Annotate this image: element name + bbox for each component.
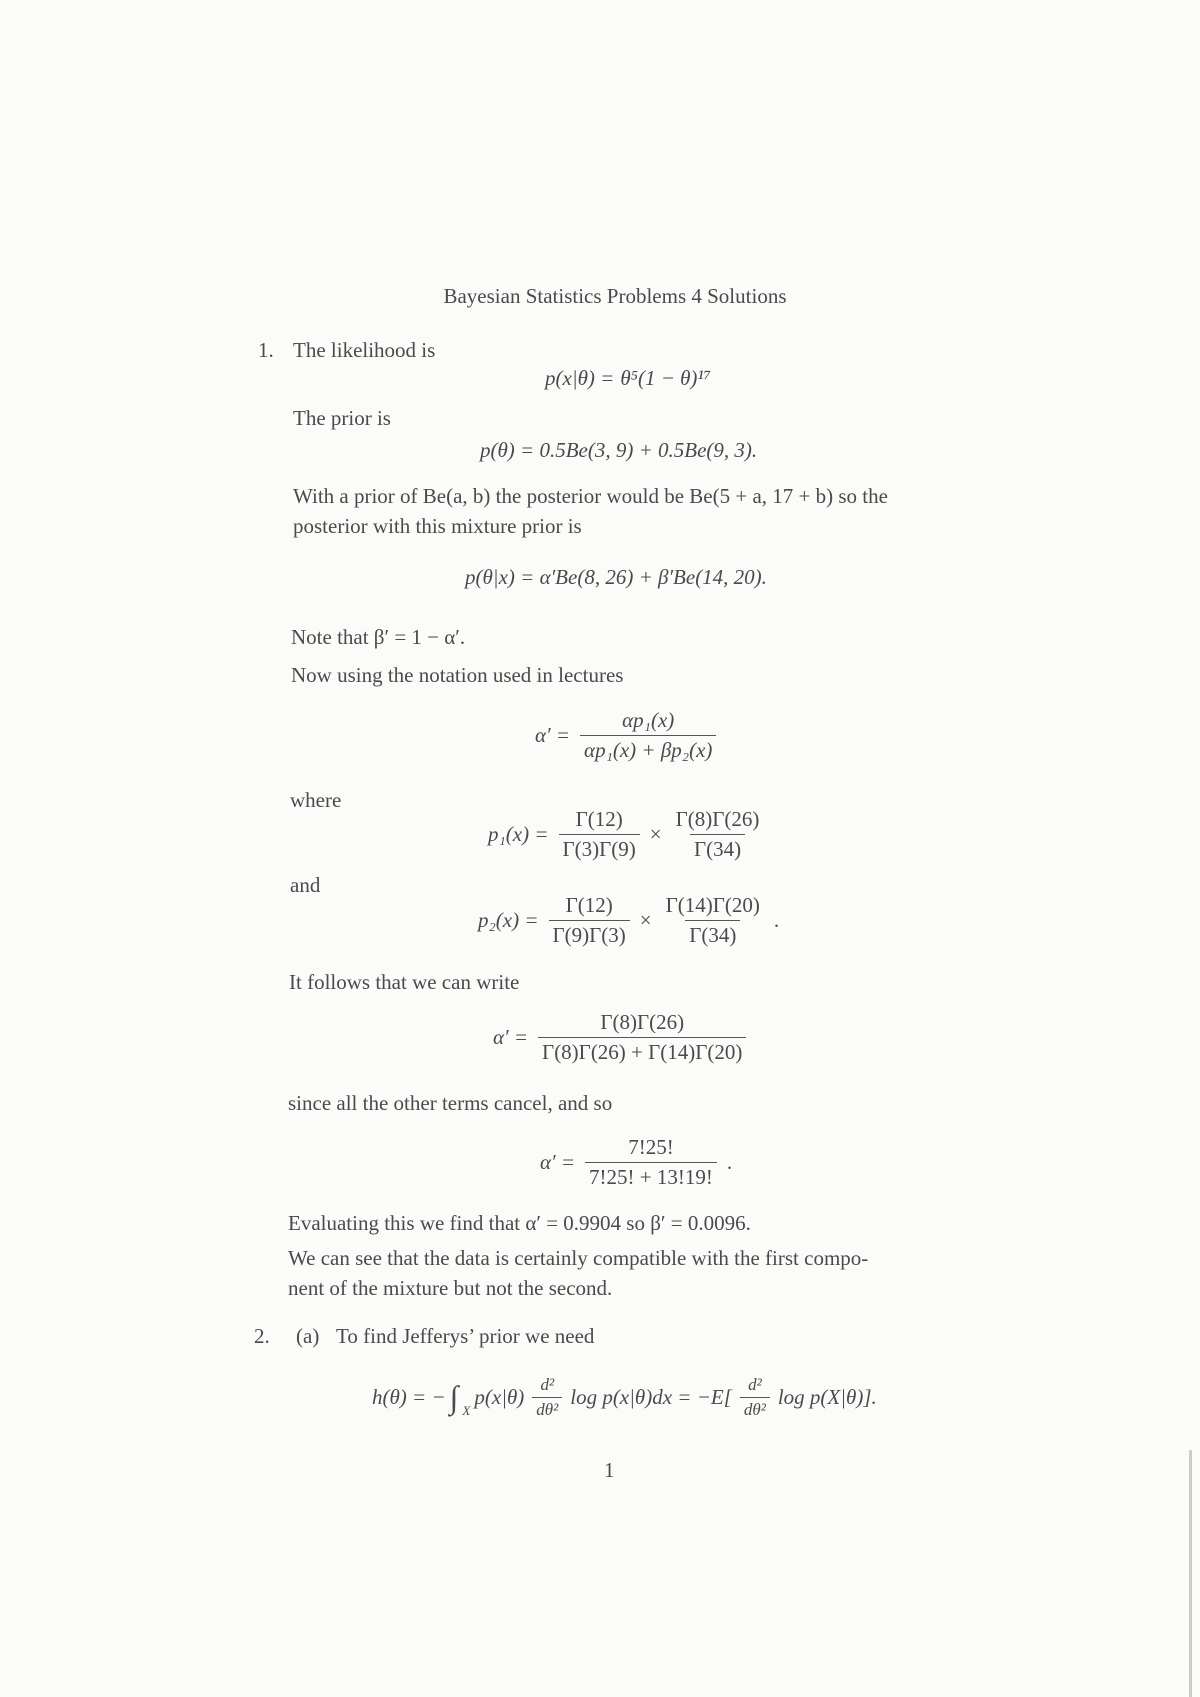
d2-den: dθ² — [740, 1397, 770, 1420]
p1-f2-den: Γ(34) — [690, 834, 745, 862]
page-number: 1 — [604, 1458, 615, 1482]
page-title: Bayesian Statistics Problems 4 Solutions — [443, 284, 787, 308]
alpha-lhs: α′ = — [535, 723, 571, 747]
jefferys-intro: To find Jefferys’ prior we need — [336, 1324, 595, 1348]
h-lhs: h(θ) = − — [372, 1385, 446, 1409]
p2-f2-num: Γ(14)Γ(20) — [665, 893, 760, 917]
posterior-text-line1: With a prior of Be(a, b) the posterior would be Be(5 + a, 17 + b) so the — [293, 484, 888, 508]
fisher-information-equation — [372, 1375, 877, 1420]
p1-fraction-2 — [672, 807, 764, 862]
d2-den: dθ² — [532, 1397, 562, 1420]
scan-edge — [1189, 1450, 1192, 1697]
posterior-equation: p(θ|x) = α′Be(8, 26) + β′Be(14, 20). — [465, 565, 767, 589]
question-1-number: 1. — [258, 338, 274, 362]
alpha-fraction — [580, 708, 716, 763]
notation-text: Now using the notation used in lectures — [291, 663, 624, 687]
alpha-equation — [535, 708, 720, 763]
alpha-lhs: α′ = — [493, 1025, 529, 1049]
p1-f1-num: Γ(12) — [575, 807, 623, 831]
conclusion-line1: We can see that the data is certainly compatible with the first compo- — [288, 1246, 869, 1270]
alpha-gamma-num: Γ(8)Γ(26) — [600, 1010, 685, 1034]
posterior-text-line2: posterior with this mixture prior is — [293, 514, 582, 538]
p1-equation — [488, 807, 767, 862]
p2-fraction-1 — [549, 893, 630, 948]
density-term: p(x|θ) — [474, 1385, 525, 1409]
d2-num: d² — [748, 1375, 762, 1394]
times-sign: × — [649, 822, 662, 846]
prior-intro: The prior is — [293, 406, 391, 430]
p1-lhs: p₁(x) = — [488, 822, 549, 846]
prior-equation: p(θ) = 0.5Be(3, 9) + 0.5Be(9, 3). — [480, 438, 758, 462]
p1-fraction-1 — [559, 807, 640, 862]
p2-f1-num: Γ(12) — [565, 893, 613, 917]
alpha-factorial-den: 7!25! + 13!19! — [585, 1162, 717, 1190]
d2-num: d² — [540, 1375, 555, 1394]
question-2a-label: (a) — [296, 1324, 320, 1348]
where-text: where — [290, 788, 342, 812]
alpha-factorial-equation: α′ = $\frac{7!25!}{7!25! + 13!19!}$ . — [540, 1135, 733, 1189]
alpha-lhs: α′ = — [540, 1150, 576, 1174]
p2-equation: p₂(x) = $\frac{\Gamma(12)}{\Gamma(9)\Gamma(3)}$ × $\frac{\Gamma(14)\Gamma(20)}{\Gamma(34)}$ . — [478, 893, 780, 947]
likelihood-intro: The likelihood is — [293, 338, 436, 362]
likelihood-equation — [545, 366, 711, 391]
alpha-gamma-equation — [493, 1010, 750, 1065]
expectation-end: log p(X|θ)]. — [777, 1385, 877, 1409]
alpha-factorial-fraction — [585, 1135, 717, 1190]
alpha-gamma-den: Γ(8)Γ(26) + Γ(14)Γ(20) — [538, 1037, 746, 1065]
p2-lhs: p₂(x) = — [478, 908, 539, 932]
integral-sign: ∫ — [449, 1379, 459, 1415]
alpha-factorial-num: 7!25! — [628, 1135, 674, 1159]
integral-subscript: X — [462, 1402, 471, 1418]
p1-f1-den: Γ(3)Γ(9) — [559, 834, 640, 862]
alpha-denominator: αp₁(x) + βp₂(x) — [580, 735, 716, 763]
p1-f2-num: Γ(8)Γ(26) — [675, 807, 760, 831]
times-sign: × — [639, 908, 652, 932]
follows-text: It follows that we can write — [289, 970, 520, 994]
second-derivative-2 — [740, 1375, 770, 1420]
evaluating-text: Evaluating this we find that α′ = 0.9904 so β′ = 0.0096. — [288, 1211, 751, 1235]
p2-f2-den: Γ(34) — [685, 920, 740, 948]
likelihood-lhs: p(x|θ) = — [545, 366, 615, 390]
log-term: log p(x|θ)dx = −E[ — [570, 1385, 732, 1409]
p2-f1-den: Γ(9)Γ(3) — [549, 920, 630, 948]
p2-fraction-2 — [662, 893, 764, 948]
and-text: and — [290, 873, 321, 897]
question-2-number: 2. — [254, 1324, 270, 1348]
alpha-numerator: αp₁(x) — [622, 708, 675, 732]
likelihood-rhs: θ⁵(1 − θ)¹⁷ — [620, 366, 712, 390]
conclusion-line2: nent of the mixture but not the second. — [288, 1276, 613, 1300]
second-derivative-1 — [532, 1375, 562, 1420]
alpha-gamma-fraction — [538, 1010, 746, 1065]
note-text: Note that β′ = 1 − α′. — [291, 625, 466, 649]
cancel-text: since all the other terms cancel, and so — [288, 1091, 613, 1115]
